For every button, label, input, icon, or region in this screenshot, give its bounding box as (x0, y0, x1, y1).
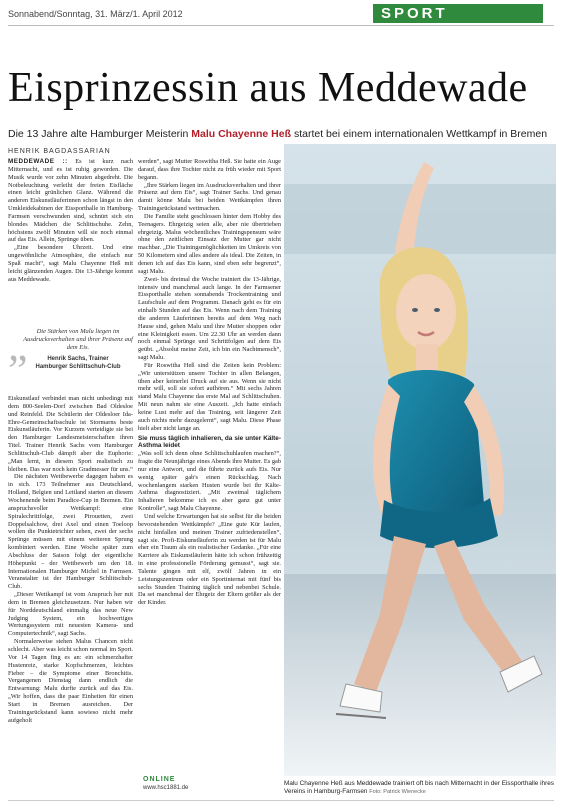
paragraph: werden“, sagt Mutter Roswitha Heß. Sie hatte ein Auge darauf, dass ihre Tochter nicht zu früh wieder mit Sport begann. (138, 158, 281, 181)
paragraph: „Eine besondere Uhrzeit. Und eine ungewöhnliche Atmosphäre, die einfach nur Spaß macht“, sagt Malu Chayenne Heß mit leicht glänzenden Augen. Die 13-Jährige kommt aus Meddewade. (8, 244, 133, 283)
paragraph: Die nächsten Wettbewerbe dagegen haben es in sich. 173 Teilnehmer aus Deutschland, Holland, Belgien und Lettland starten an diesem Wochenende beim Paradice-Cup in Bremen. Ein anspruchsvoller Wettkampf: eine Spiralechrittfolge, zwei Pirouetten, zwei Doppelsalchow, drei Axel und einen Toeloop wollen die Punktetrichter sehen, zwei der sechs Sprünge müssen mit einem weiteren Sprung kombiniert werden. Eine Woche später zum Abschluss der Saison folgt der eigentliche Höhepunkt – der Wettbewerb um den 18. Internationalen Hamburger Michel in Farmsen. Veranstalter ist der Hamburger Schlittschuh-Club. (8, 473, 133, 591)
quote-source-org: Hamburger Schlittschuh-Club (35, 363, 121, 370)
quote-mark-icon: „ (8, 321, 28, 370)
pull-quote-source (22, 356, 134, 371)
article-column-1-top (8, 158, 133, 284)
paragraph: Zwei- bis dreimal die Woche trainiert die 13-Jährige, intensiv und manchmal auch lange. In der Farmsener Eissporthalle stehen sonnabends Trockentraining und Laufschule auf dem Programm. Danach geht es für ein einhalb Stunden auf das Eis. Wenn nach dem Training die anderen Läuferinnen bereits auf dem Weg nach Hause sind, gehen Malu und ihre Mutter shoppen oder eine Kleinigkeit essen. Um 22.30 Uhr an werden dann noch einmal Sprünge und Schrittfolgen auf dem Eis geübt. „Absolut meine Zeit, ich bin ein Nachtmensch“, sagt Malu. (138, 275, 281, 362)
paragraph: Eiskunstlauf verbindet man nicht unbedingt mit dem 800-Seelen-Dorf zwischen Bad Oldesloe und Reinfeld. Die Schülerin der Oldesloer Ida-Ehre-Gemeinschaftsschule ist Stormarns beste Eiskunstläuferin. Vor Kurzem verteidigte sie bei den Hamburger Landesmeisterschaften ihren Titel. Trainer Henrik Sachs vom Hamburger Schlittschuh-Club dämpft aber die Euphorie: „Man lernt, in diesem Sport realistisch zu bleiben. Das war noch kein Gradmesser für uns.“ (8, 395, 133, 473)
online-link[interactable]: www.hsc1881.de (143, 785, 189, 791)
paragraph: „Was soll ich denn ohne Schlittschuhlaufen machen?“, fragte die Neunjährige eines Abends ihre Mutter. Es gab nur eine Antwort, und die führte zurück aufs Eis. Nur wenig später gab's einen Rückschlag. Nach wochenlangem starken Husten wurde bei ihr Kälte-Asthma diagnostiziert. „Mit zweimal täglichem Inhalieren bekomme ich es aber ganz gut unter Kontrolle“, sagt Malu Chayenne. (138, 450, 281, 513)
paragraph (8, 158, 133, 244)
dateline: MEDDEWADE :: (8, 158, 68, 165)
article-column-1-bottom (8, 395, 133, 724)
subheadline-part-1: Die 13 Jahre alte Hamburger Meisterin (8, 128, 192, 140)
paragraph: „Dieser Wettkampf ist vom Anspruch her mit dem in Bremen gleichzusetzen. Nur haben wir für Norddeutschland einmalig das neue New Judging System, ein hochwertiges Wertungssystem mit neuesten Kamera- und Computertechnik“, sagt Sachs. (8, 591, 133, 638)
subheadline-part-2: startet bei einem internationalen Wettkampf in Bremen (291, 128, 548, 140)
article-column-2 (138, 158, 281, 607)
paragraph: Und welche Erwartungen hat sie selbst für die beiden bevorstehenden Wettkämpfe? „Eine gute Kür laufen, nicht hinfallen und meinen Trainer zufriedenstellen“, sagt sie. Profi-Eiskunstläuferin zu werden ist für Malu eher ein Traum als ein realistischer Gedanke. „Für eine Karriere als Eiskunstläuferin hätte ich schon frühzeitig in eine professionelle Förderung gemusst“, sagt sie. Talente gingen mit elf, zwölf Jahren in ein Leistungszentrum oder ein Sportinternat mit fünf bis sechs Stunden Training täglich und nebenbei Schule. Da sei manchmal der Ehrgeiz der Eltern größer als der der Kinder. (138, 512, 281, 607)
figure-skater-illustration (284, 144, 556, 776)
online-label: ONLINE (143, 776, 176, 783)
paragraph: „Ihre Stärken liegen im Ausdrucksverhalten und ihrer Präsenz auf dem Eis“, sagt Trainer Sachs. Und genau damit könne Malu bei beiden Wettkämpfen ihren Trainingsrückstand wettmachen. (138, 181, 281, 213)
section-banner (373, 4, 543, 23)
subheadline (8, 128, 554, 140)
quote-source-name: Henrik Sachs, Trainer (47, 356, 109, 362)
paragraph-text: Es ist kurz nach Mitternacht, und es ist ruhig geworden. Die Musik wurde vor zehn Minuten abgedreht. Die Notbeleuchtung verleiht der freien Eisfläche einen leicht grünlichen Glanz. Während die anderen Eiskunstläuferinnen schon längst in den Umkleidekabinen der Eissporthalle in Hamburg-Farmsen verschwunden sind, schnürt sich ein blondes Mädchen die Schlittschuhe. Zehn, höchstens zwölf Minuten will sie noch einmal auf das Eis. Allein, Sprünge üben. (8, 158, 134, 244)
photo-caption (284, 780, 556, 796)
pull-quote-text: Die Stärken von Malu liegen im Ausdrucksverhalten und ihrer Präsenz auf dem Eis. (23, 328, 133, 351)
section-label: SPORT (381, 5, 448, 22)
footer-divider (8, 800, 554, 801)
paragraph: Die Familie steht geschlossen hinter dem Hobby des Teenagers. Ehrgeizig seien alle, aber nie übertrieben ehrgeizig. Malus wöchentliches Trainingspensum wäre ohne den zeitlichen Einsatz der Mutter gar nicht machbar. „Die Trainingsmöglichkeiten im Umkreis von 50 Kilometern sind alles andere als ideal. Die Zeiten, in denen ich auf das Eis kann, sind eben sehr begrenzt“, sagt Malu. (138, 212, 281, 275)
subheadline-name: Malu Chayenne Heß (191, 128, 292, 140)
paragraph: Normalerweise stehen Malus Chancen nicht schlecht. Aber was leicht schon normal im Sport. Vor 14 Tagen fing es an: ein schmerzhafter Hustenreiz, starke Kopfschmerzen, leichtes Fieber – die Symptome einer Bronchitis. Vergangenen Dienstag dann endlich die Entwarnung: Malu durfte zurück auf das Eis. „Wir hoffen, dass die paar Einheiten für einen Start in Bremen ausreichen. Der Trainingsrückstand kann sowieso nicht mehr aufgeholt (8, 638, 133, 724)
column-subhead: Sie muss täglich inhalieren, da sie unter Kälte-Asthma leidet (138, 434, 281, 450)
online-box (143, 776, 278, 791)
author-byline: HENRIK BAGDASSARIAN (8, 148, 111, 155)
pull-quote (8, 321, 133, 392)
header-divider (8, 25, 554, 26)
caption-text: Malu Chayenne Heß aus Meddewade trainiert oft bis nach Mitternacht in der Eissporthalle ihres Vereins in Hamburg-Farmsen (284, 780, 554, 795)
issue-date: Sonnabend/Sonntag, 31. März/1. April 2012 (8, 9, 183, 19)
headline: Eisprinzessin aus Meddewade (8, 65, 528, 111)
photo-credit: Foto: Patrick Wienecke (369, 789, 426, 795)
paragraph: Für Roswitha Heß sind die Zeiten kein Problem: „Wir unterstützen unsere Tochter in allen Belangen, üben aber keinerlei Druck auf sie aus. Wenn sie nicht mehr will, soll sie sofort aufhören.“ Mit sechs Jahren stand Malu Chayenne das erste Mal auf Schlittschuhen. Mit neun nahm sie eine Auszeit. „Ich hatte einfach keine Lust mehr auf das Training, seit längerer Zeit auch nichts mehr dazugelernt“, sagt Malu. Diese Phase hielt aber nicht lange an. (138, 361, 281, 432)
article-photo (284, 144, 556, 776)
